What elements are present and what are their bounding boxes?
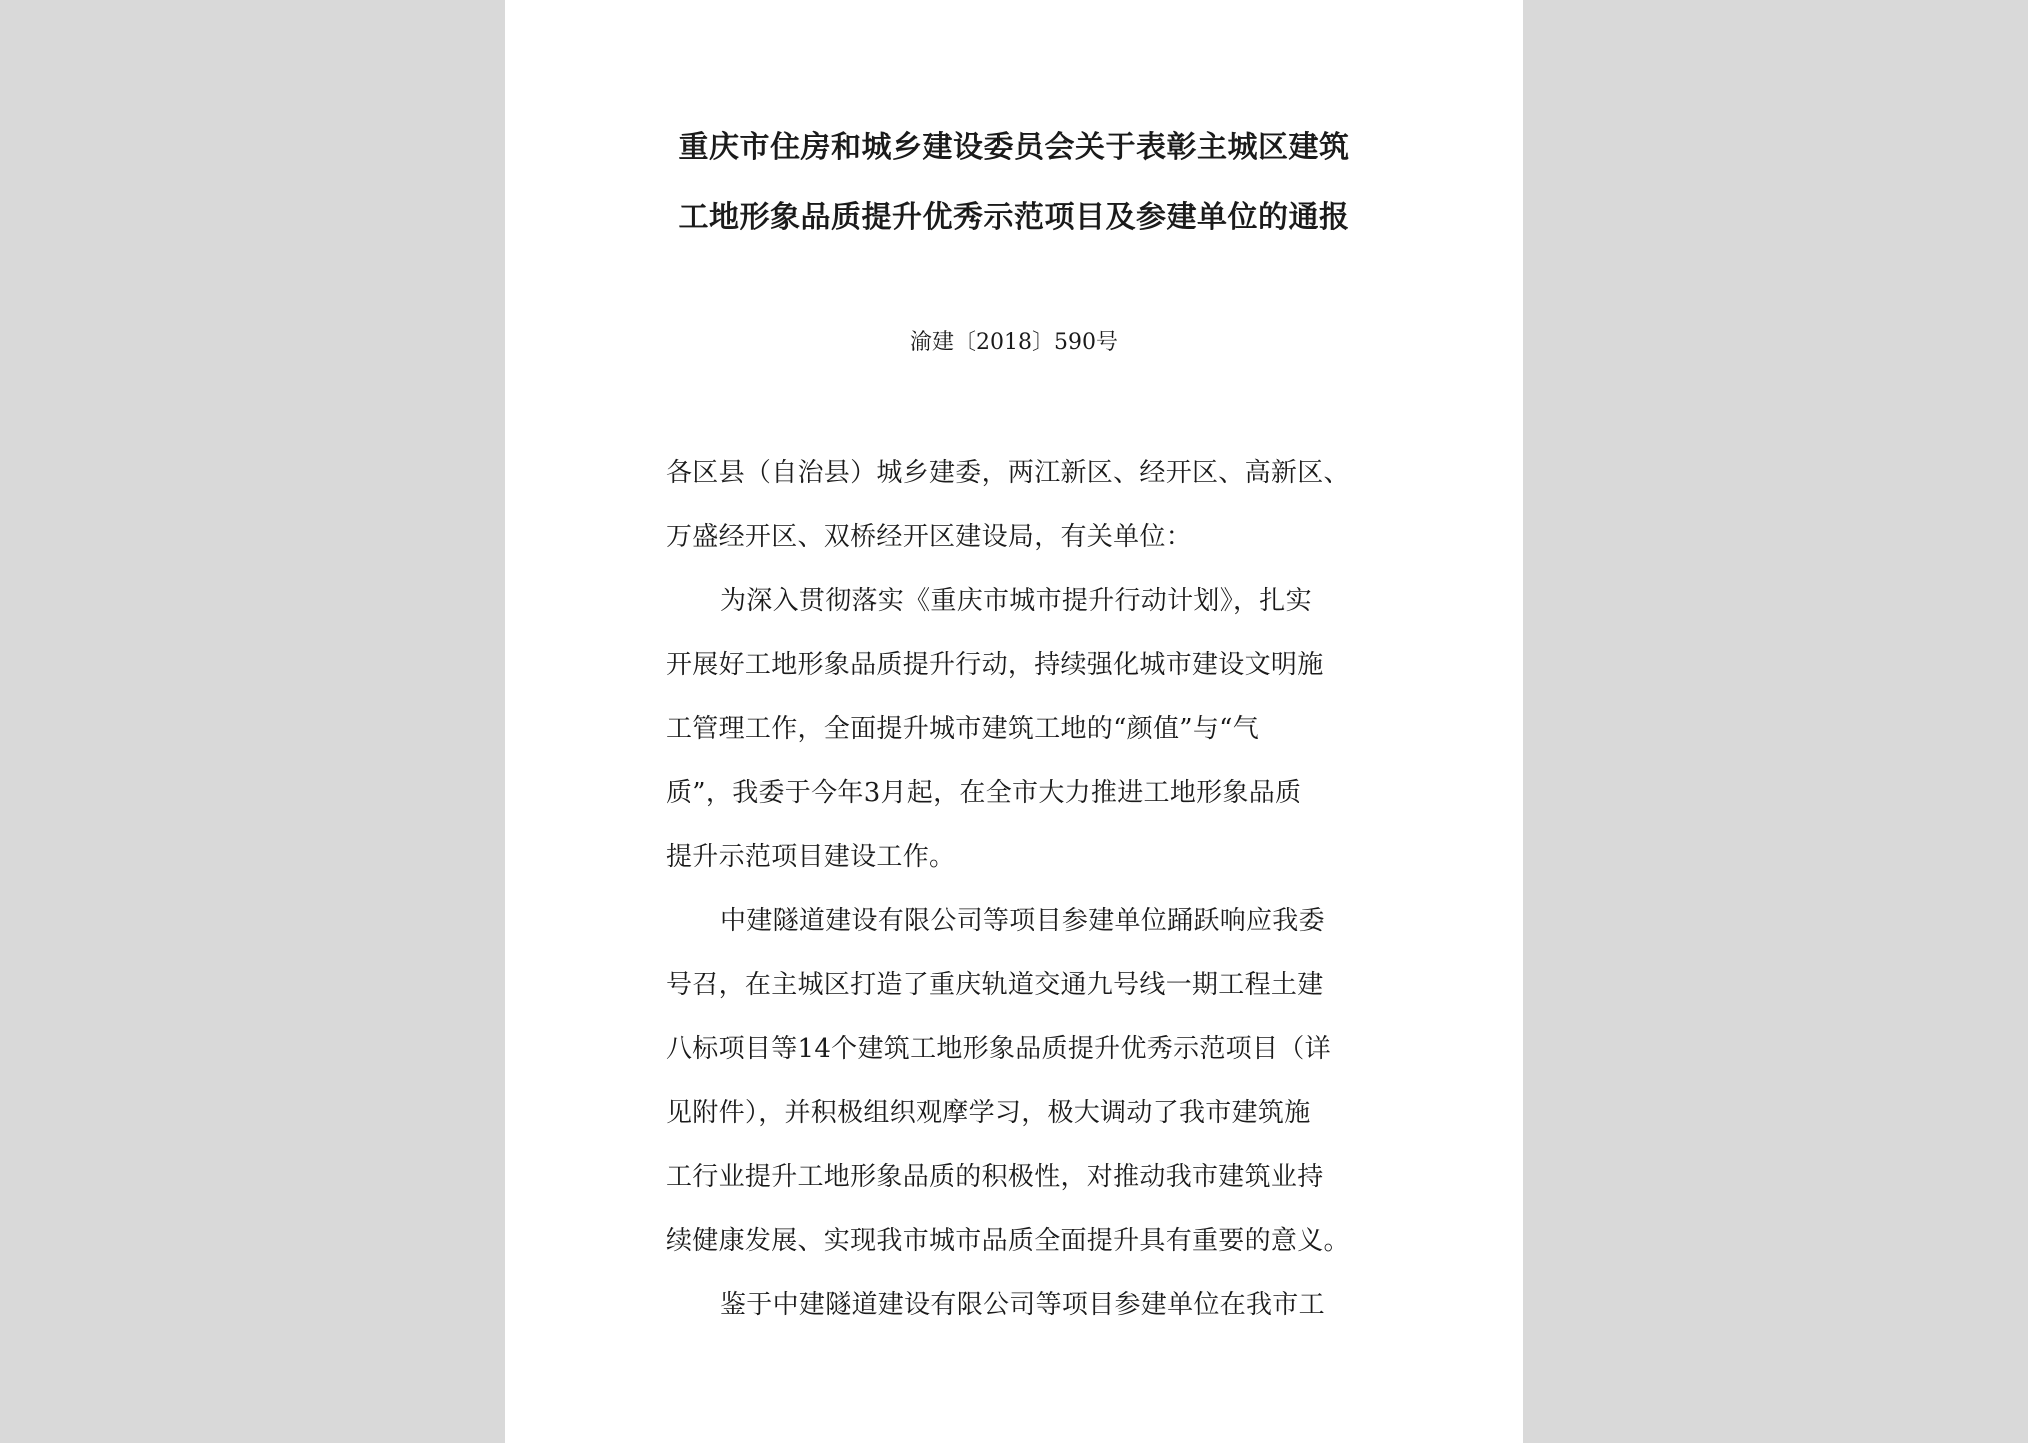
body-line: 万盛经开区、双桥经开区建设局，有关单位：: [666, 522, 1193, 552]
body-line: 续健康发展、实现我市城市品质全面提升具有重要的意义。: [666, 1226, 1350, 1256]
body-line: 各区县（自治县）城乡建委，两江新区、经开区、高新区、: [666, 458, 1350, 488]
body-line: 提升示范项目建设工作。: [666, 842, 956, 872]
body-line: 八标项目等14个建筑工地形象品质提升优秀示范项目（详: [666, 1034, 1331, 1064]
body-line: 见附件），并积极组织观摩学习，极大调动了我市建筑施: [666, 1098, 1311, 1128]
body-line: 鉴于中建隧道建设有限公司等项目参建单位在我市工: [720, 1290, 1325, 1320]
body-line: 号召，在主城区打造了重庆轨道交通九号线一期工程土建: [666, 970, 1324, 1000]
body-line: 中建隧道建设有限公司等项目参建单位踊跃响应我委: [720, 906, 1325, 936]
title-line-1: 重庆市住房和城乡建设委员会关于表彰主城区建筑: [678, 130, 1350, 165]
body-line: 开展好工地形象品质提升行动，持续强化城市建设文明施: [666, 650, 1324, 680]
body-line: 工行业提升工地形象品质的积极性，对推动我市建筑业持: [666, 1162, 1324, 1192]
title-line-2: 工地形象品质提升优秀示范项目及参建单位的通报: [678, 200, 1350, 235]
document-number: 渝建〔2018〕590号: [910, 330, 1118, 355]
body-line: 工管理工作，全面提升城市建筑工地的“颜值”与“气: [666, 714, 1260, 744]
body-line: 为深入贯彻落实《重庆市城市提升行动计划》，扎实: [720, 586, 1312, 616]
body-line: 质”，我委于今年3月起，在全市大力推进工地形象品质: [666, 778, 1302, 808]
document-page: [505, 0, 1523, 1443]
